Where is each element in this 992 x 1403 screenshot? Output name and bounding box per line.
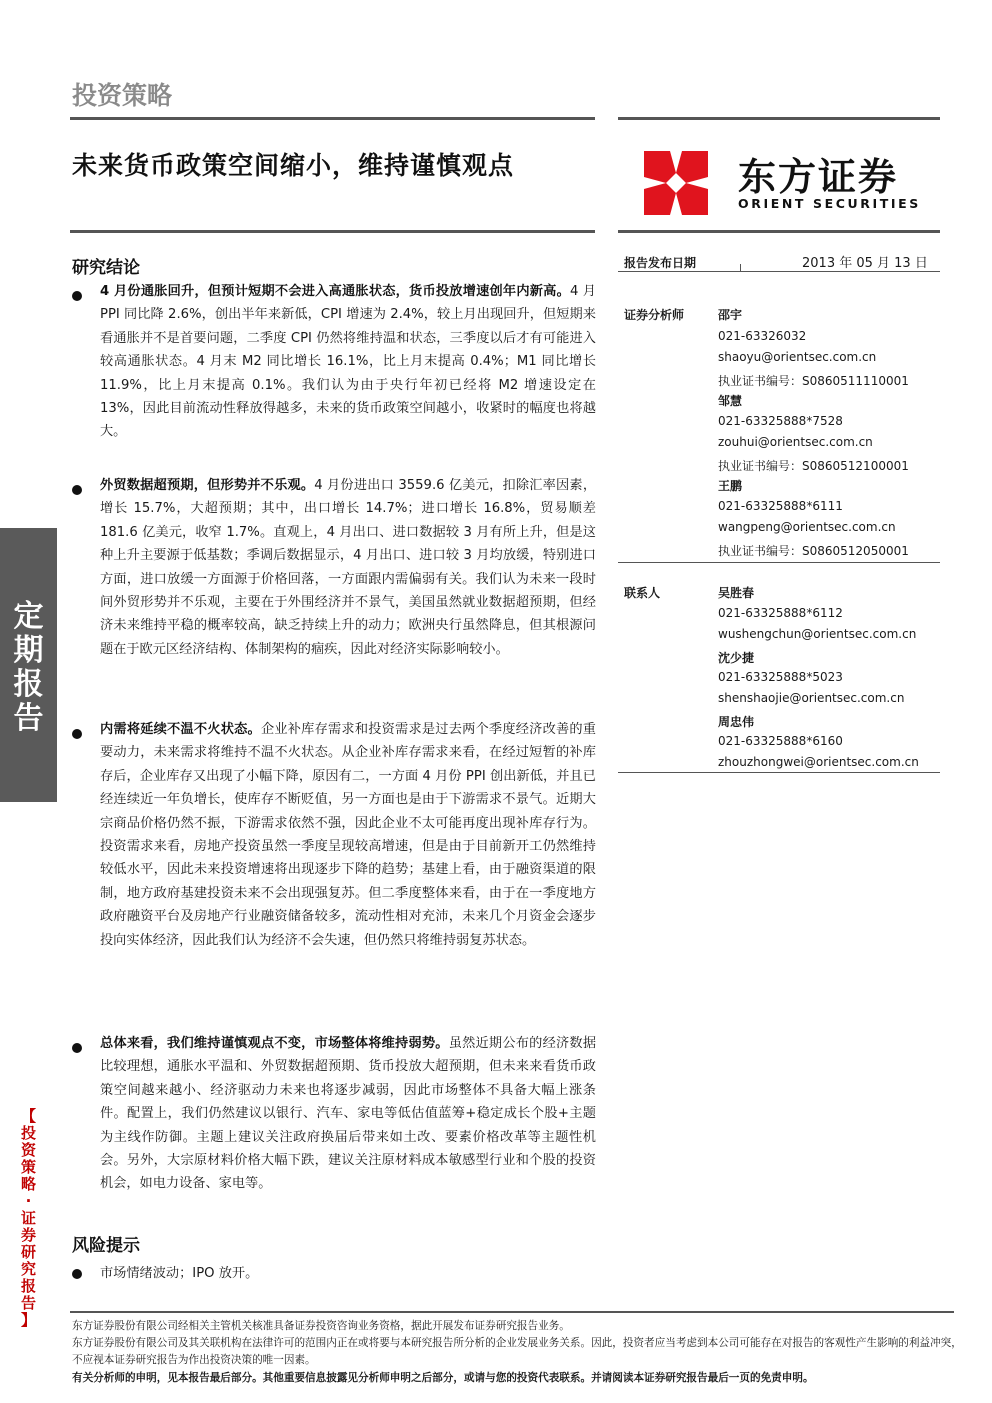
item-lead: 4 月份通胀回升，但预计短期不会进入高通胀状态，货币投放增速创年内新高。 <box>100 284 570 299</box>
contact-email[interactable]: shenshaojie@orientsec.com.cn <box>718 691 905 705</box>
analyst-name: 邹慧 <box>718 394 743 408</box>
divider <box>618 562 940 563</box>
logo-rule-top <box>618 117 940 120</box>
analyst-name: 王鹏 <box>718 479 743 493</box>
analyst-phone: 021-63325888*7528 <box>718 414 843 428</box>
conclusion-item <box>100 718 596 952</box>
bullet-dot <box>72 485 82 495</box>
contact-name: 吴胜春 <box>718 586 755 600</box>
report-type-char: 期 <box>13 633 44 668</box>
report-category-bar <box>0 1107 57 1329</box>
conclusion-item <box>100 1032 596 1196</box>
report-category-char: 报 <box>20 1277 36 1295</box>
contact-name: 周忠伟 <box>718 715 755 729</box>
contact-label: 联系人 <box>624 586 661 600</box>
item-body: 虽然近期公布的经济数据比较理想，通胀水平温和、外贸数据超预期、货币投放大超预期，但未来来看货币政策空间越来越小、经济驱动力未来也将逐步减弱，因此市场整体不具备大幅上涨条件。配置上，我们仍然建议以银行、汽车、家电等低估值蓝筹+稳定成长个股+主题为主线作防御。主题上建议关注政府换届后带来如土改、要素价格改革等主题性机会。另外，大宗原材料价格大幅下跌，建议关注原材料成本敏感型行业和个股的投资机会，如电力设备、家电等。 <box>100 1036 597 1192</box>
report-title: 未来货币政策空间缩小，维持谨慎观点 <box>72 151 515 180</box>
publish-date: 2013 年 05 月 13 日 <box>802 256 928 271</box>
divider-tick <box>740 264 741 272</box>
item-body: 企业补库存需求和投资需求是过去两个季度经济改善的重要动力，未来需求将维持不温不火状态。从企业补库存需求来看，在经过短暂的补库存后，企业库存又出现了小幅下降，原因有二，一方面 4 月份 PPI 创出新低，并且已经连续近一年负增长，使库存不断贬值，另一方面也是由于下游需求不景气。近期大宗商品价格仍然不振，下游需求依然不强，因此企业不太可能再度出现补库存行为。投资需求来看，房地产投资虽然一季度呈现较高增速，但是由于目前新开工仍然维持较低水平，因此未来投资增速将出现逐步下降的趋势；基建上看，由于融资渠道的限制，地方政府基建投资未来不会出现强复苏。但二季度整体来看，由于在一季度地方政府融资平台及房地产行业融资储备较多，流动性相对充沛，未来几个月资金会逐步投向实体经济，因此我们认为经济不会失速，但仍然只将维持弱复苏状态。 <box>100 722 596 948</box>
report-category-char: 策 <box>20 1158 36 1176</box>
contact-email[interactable]: wushengchun@orientsec.com.cn <box>718 627 917 641</box>
item-lead: 内需将延续不温不火状态。 <box>100 722 261 737</box>
report-type-char: 告 <box>13 701 44 736</box>
item-lead: 外贸数据超预期，但形势并不乐观。 <box>100 478 315 493</box>
analyst-label: 证券分析师 <box>624 308 685 322</box>
divider <box>618 271 940 272</box>
risk-item: 市场情绪波动；IPO 放开。 <box>100 1266 259 1281</box>
logo-rule-bottom <box>618 230 940 233</box>
analyst-email[interactable]: shaoyu@orientsec.com.cn <box>718 350 877 364</box>
report-category-char: 略 <box>20 1175 36 1193</box>
conclusion-heading: 研究结论 <box>72 258 140 278</box>
report-category-char: 投 <box>20 1124 36 1142</box>
item-body: 4 月 PPI 同比降 2.6%，创出半年来新低，CPI 增速为 2.4%，较上月出现回升，但短期来看通胀并不是首要问题，二季度 CPI 仍然将维持温和状态，三季度以后才有可能进入较高通胀状态。4 月末 M2 同比增长 16.1%，比上月末提高 0.4%；M1 同比增长 11.9%，比上月末提高 0.1%。我们认为由于央行年初已经将 M2 增速设定在 13%，因此目前流动性释放得越多，未来的货币政策空间越小，收紧时的幅度也将越大。 <box>100 284 596 440</box>
logo-english-name: ORIENT SECURITIES <box>738 196 921 211</box>
contact-phone: 021-63325888*6112 <box>718 606 843 620</box>
footer-rule <box>70 1311 954 1313</box>
header-rule-top <box>70 117 595 120</box>
analyst-name: 邵宇 <box>718 308 743 322</box>
divider <box>618 772 940 773</box>
report-category-char: 】 <box>20 1311 36 1329</box>
contact-email[interactable]: zhouzhongwei@orientsec.com.cn <box>718 755 919 769</box>
analyst-phone: 021-63325888*6111 <box>718 499 843 513</box>
contact-phone: 021-63325888*6160 <box>718 734 843 748</box>
analyst-email[interactable]: wangpeng@orientsec.com.cn <box>718 520 896 534</box>
item-lead: 总体来看，我们维持谨慎观点不变，市场整体将维持弱势。 <box>100 1036 449 1051</box>
report-category-char: 【 <box>20 1107 36 1125</box>
report-category-char: · <box>25 1192 32 1210</box>
bullet-dot <box>72 291 82 301</box>
report-category-char: 告 <box>20 1294 36 1312</box>
report-type-bar <box>0 528 57 802</box>
contact-name: 沈少捷 <box>718 651 755 665</box>
analyst-cert: 执业证书编号：S0860511110001 <box>718 374 909 388</box>
analyst-cert: 执业证书编号：S0860512100001 <box>718 459 909 473</box>
orient-logo-icon <box>636 143 716 223</box>
publish-date-label: 报告发布日期 <box>624 256 697 270</box>
report-type-char: 定 <box>13 599 44 634</box>
report-category-char: 研 <box>20 1243 36 1261</box>
header-rule-bottom <box>70 230 595 233</box>
report-category-char: 究 <box>20 1260 36 1278</box>
bullet-dot <box>72 1269 82 1279</box>
risk-heading: 风险提示 <box>72 1236 140 1256</box>
footer-disclaimer-1: 东方证券股份有限公司经相关主管机关核准具备证券投资咨询业务资格，据此开展发布证券研究报告业务。 <box>72 1320 570 1332</box>
conclusion-item <box>100 474 596 661</box>
report-category-char: 资 <box>20 1141 36 1159</box>
bullet-dot <box>72 729 82 739</box>
sector-label: 投资策略 <box>72 81 173 110</box>
footer-disclaimer-3: 有关分析师的申明，见本报告最后部分。其他重要信息披露见分析师申明之后部分，或请与您的投资代表联系。并请阅读本证券研究报告最后一页的免责申明。 <box>72 1372 814 1384</box>
report-category-char: 证 <box>20 1209 36 1227</box>
bullet-dot <box>72 1043 82 1053</box>
analyst-phone: 021-63326032 <box>718 329 807 343</box>
item-body: 4 月份进出口 3559.6 亿美元，扣除汇率因素，增长 15.7%，大超预期；其中，出口增长 14.7%；进口增长 16.8%，贸易顺差 181.6 亿美元，收窄 1.7%。直观上，4 月出口、进口数据较 3 月有所上升，但是这种上升主要源于低基数；季调后数据显示，4 月出口、进口较 3 月均放缓，特别进口方面，进口放缓一方面源于价格回落，一方面跟内需偏弱有关。我们认为未来一段时间外贸形势并不乐观，主要在于外围经济并不景气，美国虽然就业数据超预期，但经济未来维持平稳的概率较高，缺乏持续上升的动力；欧洲央行虽然降息，但其根源问题在于欧元区经济结构、体制架构的痼疾，因此对经济实际影响较小。 <box>100 478 597 657</box>
report-category-label <box>0 1108 57 1329</box>
report-type-char: 报 <box>13 667 44 702</box>
footer-disclaimer-2: 东方证券股份有限公司及其关联机构在法律许可的范围内正在或将要与本研究报告所分析的企业发展业务关系。因此，投资者应当考虑到本公司可能存在对报告的客观性产生影响的利益冲突，不应视本证券研究报告为作出投资决策的唯一因素。 <box>72 1337 962 1366</box>
report-category-char: 券 <box>20 1226 36 1244</box>
report-type-label <box>0 600 57 736</box>
logo-chinese-name: 东方证券 <box>738 155 899 199</box>
contact-phone: 021-63325888*5023 <box>718 670 843 684</box>
conclusion-item <box>100 280 596 444</box>
analyst-cert: 执业证书编号：S0860512050001 <box>718 544 909 558</box>
analyst-email[interactable]: zouhui@orientsec.com.cn <box>718 435 873 449</box>
